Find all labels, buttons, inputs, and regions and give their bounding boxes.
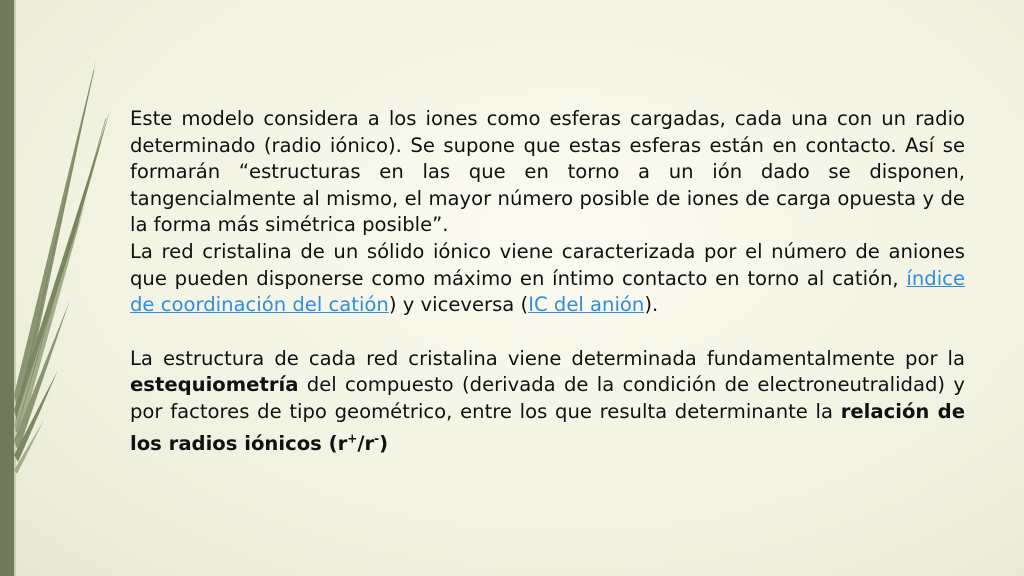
link-coordinacion-del-cation[interactable]: coordinación del catión [160, 293, 389, 317]
paragraph-ionic-model: Este modelo considera a los iones como esferas cargadas, cada una con un radio determinado (radio iónico). Se supone que estas esferas están en contacto. Así se formarán “estructuras en las que en torno a un ión dado se disponen, tangencialmente al mismo, el mayor número posible de iones de carga opuesta y de la forma más simétrica posible”. [130, 107, 965, 237]
feather-decoration-icon [0, 0, 130, 576]
link-indice-de[interactable]: índice de [130, 266, 965, 317]
text-segment: relación de los radios iónicos (r [130, 399, 965, 456]
text-segment: ) [379, 432, 389, 456]
link-ic-del-anion[interactable]: IC del anión [528, 293, 645, 317]
text-segment: La red cristalina de un sólido iónico viene caracterizada por el número de aniones que pueden disponerse como máximo en íntimo contacto en torno al catión, [130, 239, 965, 290]
superscript-plus: + [347, 431, 358, 446]
text-segment: ) y viceversa ( [388, 293, 529, 317]
slide-body [130, 106, 965, 458]
bold-term-estequiometria: estequiometría [130, 373, 299, 397]
superscript-minus: - [374, 431, 380, 446]
text-segment: del compuesto (derivada de la condición de electroneutralidad) y por factores de tipo geométrico, entre los que resulta determinante la [130, 373, 965, 423]
paragraph-lattice-structure [130, 346, 965, 458]
paragraph-crystal-lattice [130, 239, 965, 319]
text-segment: /r [357, 432, 375, 456]
text-segment: La estructura de cada red cristalina viene determinada fundamentalmente por la [130, 346, 965, 370]
text-segment: ). [644, 293, 659, 317]
